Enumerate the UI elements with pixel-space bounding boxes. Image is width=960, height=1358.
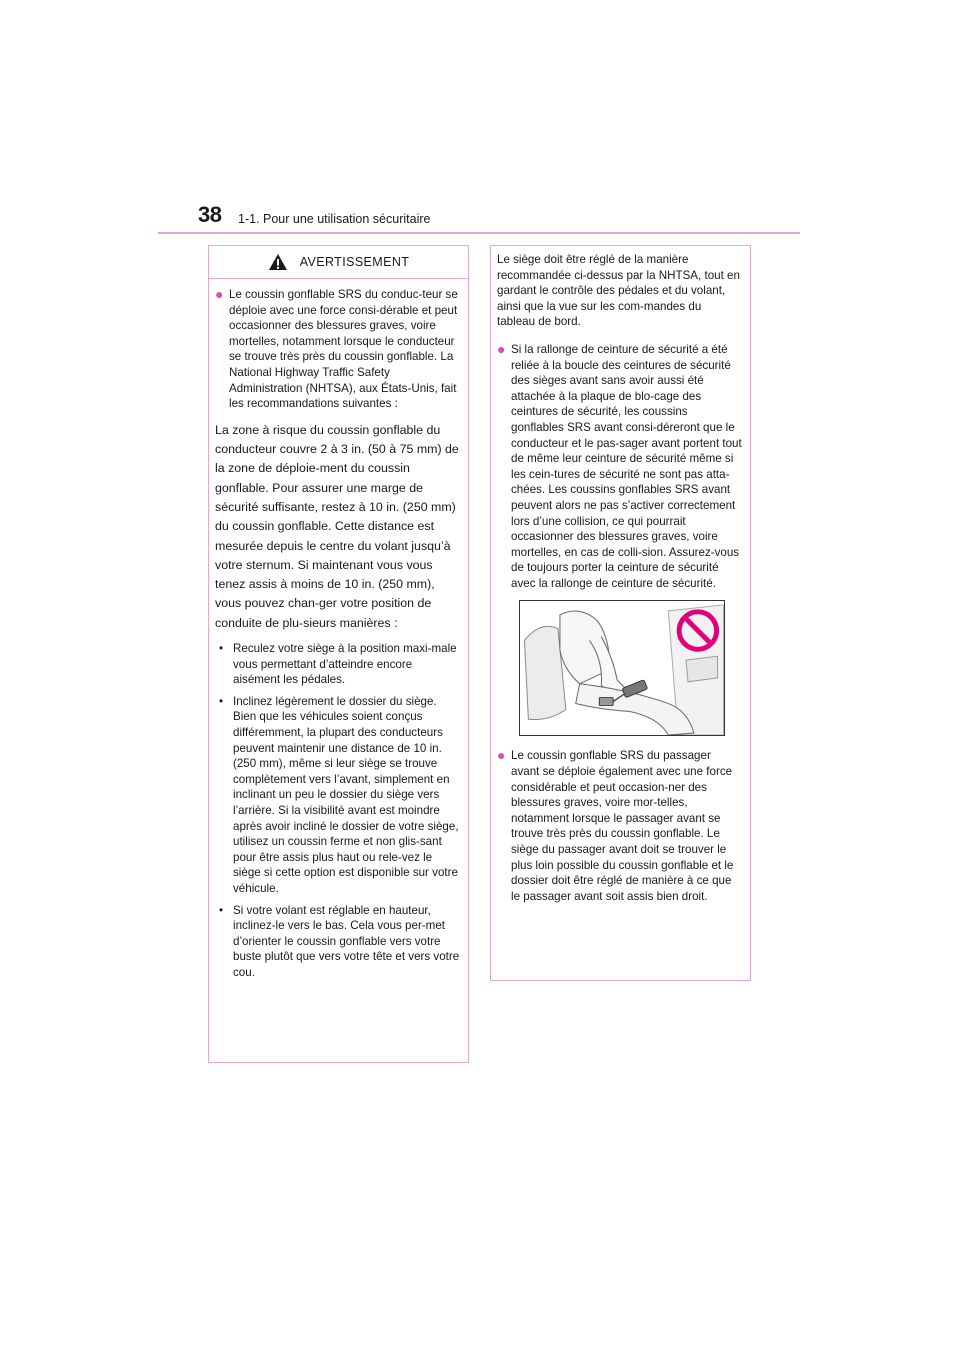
warning-intro-text: Le coussin gonflable SRS du conduc-teur se déploie avec une force consi-dérable et peut occasionner des blessures graves, voire mortelles, notamment lorsque le conducteur se trouve très près du coussin gonflable. La National Highway Traffic Safety Administration (NHTSA), aux États-Unis, fait les recommandations suivantes : (229, 288, 458, 411)
warning-sub-list (215, 641, 460, 980)
section-title: 1-1. Pour une utilisation sécuritaire (238, 212, 431, 226)
warning-intro-bullet (215, 287, 460, 412)
extender-warning-text: Si la rallonge de ceinture de sécurité a été reliée à la boucle des ceintures de sécurité des sièges avant sans avoir aussi été attachée à la plaque de blo-cage des ceintures de sécurité, les coussins gonflables SRS avant consi-déreront que le conducteur et le pas-sager avant portent tout de même leur ceinture de sécurité même si les cein-tures de sécurité ne sont pas atta-chées. Les coussins gonflables SRS avant peuvent alors ne pas s’activer correctement lors d’une collision, ce qui pourrait occasionner des blessures graves, voire mortelles, en cas de colli-sion. Assurez-vous de toujours porter la ceinture de sécurité avec la rallonge de ceinture de sécurité. (511, 342, 742, 590)
list-item-text: Si votre volant est réglable en hauteur, inclinez-le vers le bas. Cela vous per-met d’orienter le coussin gonflable vers votre buste plutôt que vers votre tête et vers votre cou. (233, 903, 460, 979)
sub-bullet-icon: • (219, 642, 224, 656)
warning-header (209, 246, 468, 279)
bullet-icon: ● (497, 340, 506, 357)
nhtsa-paragraph: Le siège doit être réglé de la manière recommandée ci-dessus par la NHTSA, tout en gardant le contrôle des pédales et du volant, ainsi que la vue sur les com-mandes du tableau de bord. (497, 253, 740, 329)
header-rule (158, 232, 800, 234)
warning-title: AVERTISSEMENT (299, 255, 410, 269)
list-item-text: Reculez votre siège à la position maxi-male vous permettant d’atteindre encore aisément les pédales. (233, 642, 457, 687)
passenger-airbag-bullet (497, 748, 742, 904)
warning-triangle-icon (268, 253, 288, 271)
bullet-icon: ● (497, 747, 506, 764)
warning-paragraph: La zone à risque du coussin gonflable du conducteur couvre 2 à 3 in. (50 à 75 mm) de la zone de déploie-ment du coussin gonflable. Pour assurer une marge de sécurité suffisante, restez à 10 in. (250 mm) du coussin gonflable. Cette distance est mesurée depuis le centre du volant jusqu’à votre sternum. Si maintenant vous vous tenez assis à moins de 10 in. (250 mm), vous pouvez chan-ger votre position de conduite de plu-sieurs manières : (215, 422, 459, 630)
extender-warning-bullet (497, 342, 742, 592)
page-number: 38 (198, 202, 222, 227)
warning-box (208, 245, 469, 1063)
list-item (215, 694, 460, 897)
list-item-text: Inclinez légèrement le dossier du siège. Bien que les véhicules soient conçus différemment, la plupart des conducteurs peuvent maintenir une distance de 10 in. (250 mm), même si leur siège se trouve complètement vers l’avant, simplement en inclinant un peu le dossier du siège vers l’arrière. Si la visibilité avant est moindre après avoir incliné le dossier de votre siège, utilisez un coussin ferme et non glis-sant pour être assis plus haut ou rele-vez le siège si cette option est disponible sur votre véhicule. (233, 694, 459, 895)
list-item (215, 641, 460, 688)
passenger-airbag-text: Le coussin gonflable SRS du passager avant se déploie également avec une force considérable et peut occasion-ner des blessures graves, voire mor-telles, notamment lorsque le passager avant se trouve très près du coussin gonflable. Le siège du passager avant doit se trouver le plus loin possible du coussin gonflable et le dossier doit être réglé de manière à ce que le passager avant soit assis bien droit. (511, 749, 734, 903)
seat-belt-extender-prohibited-illustration (519, 600, 725, 736)
sub-bullet-icon: • (219, 694, 224, 708)
sub-bullet-icon: • (219, 903, 224, 917)
list-item (215, 903, 460, 981)
bullet-icon: ● (215, 286, 224, 302)
warning-continuation-box (490, 245, 751, 981)
